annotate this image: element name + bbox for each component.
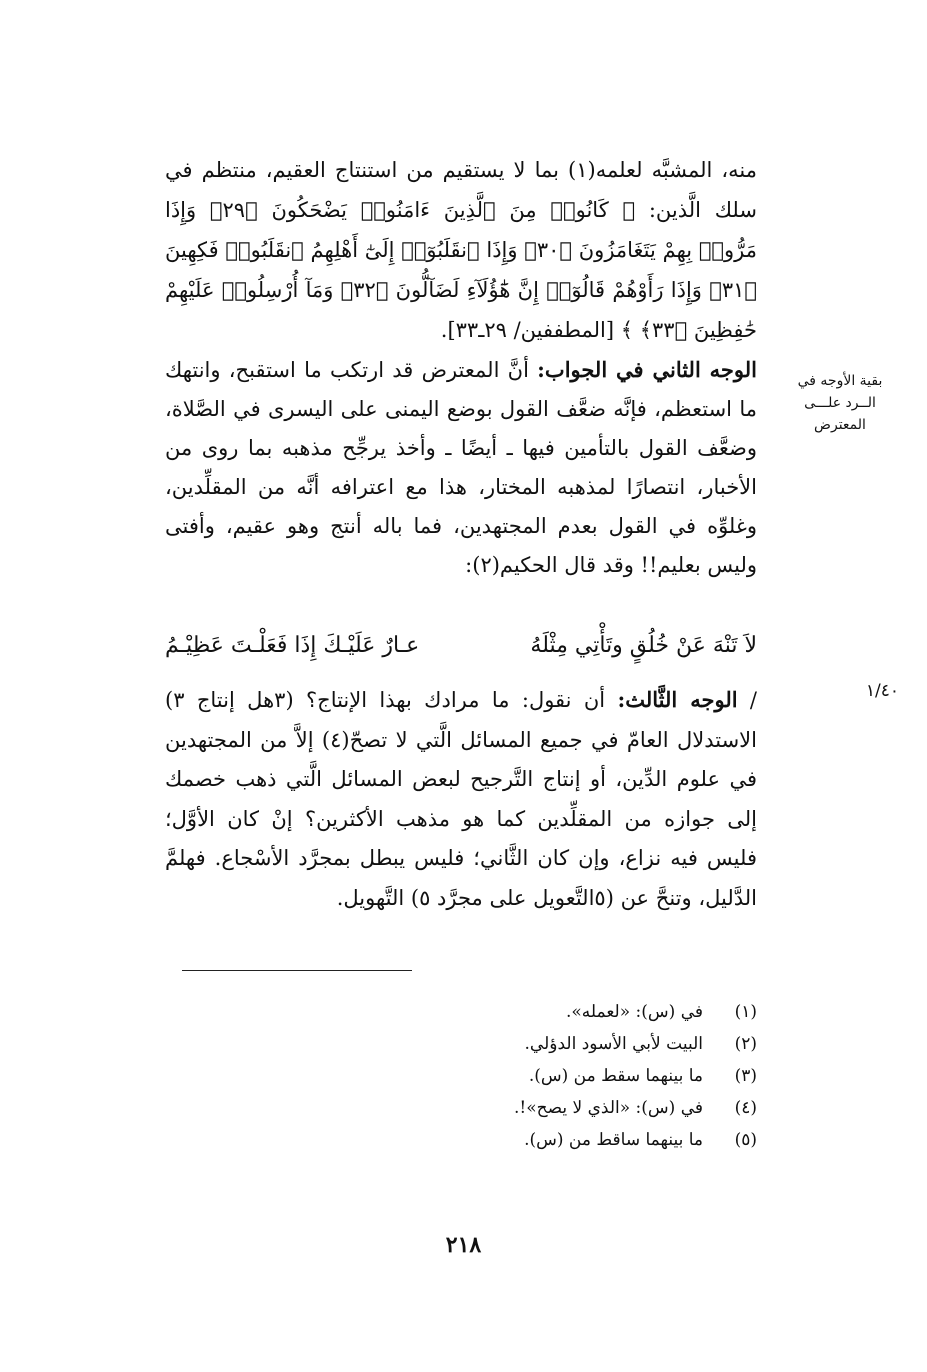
paragraph-quran-citation: منه، المشبَّه لعلمه(١) بما لا يستقيم من استنتاج العقيم، منتظم في سلك الَّذين: ﴿ كَانُوا۟ مِنَ ٱلَّذِينَ ءَامَنُوا۟ يَضْحَكُونَ ﴿٢٩﴾ وَإِذَا مَرُّوا۟ بِهِمْ يَتَغَامَزُونَ ﴿٣٠﴾ وَإِذَا ٱنقَلَبُوٓا۟ إِلَىٰٓ أَهْلِهِمُ ٱنقَلَبُوا۟ فَكِهِينَ ﴿٣١﴾ وَإِذَا رَأَوْهُمْ قَالُوٓا۟ إِنَّ هَٰٓؤُلَآءِ لَضَآلُّونَ ﴿٣٢﴾ وَمَآ أُرْسِلُوا۟ عَلَيْهِمْ حَٰفِظِينَ ﴿٣٣﴾ ﴾ [المطففين/ ٢٩ـ٣٣]. — [165, 158, 758, 342]
paragraph-third-aspect — [165, 680, 757, 918]
footnote-text: ما بينهما ساقط من (س). — [524, 1130, 703, 1150]
footnote-separator — [182, 970, 412, 971]
footnote-item — [165, 996, 757, 1028]
page-number: ٢١٨ — [445, 1232, 482, 1258]
footnote-item — [165, 1060, 757, 1092]
footnote-number: (٤) — [734, 1098, 757, 1118]
footnote-text: في (س): «الذي لا يصح»!. — [514, 1098, 703, 1118]
footnote-text: في (س): «لعمله». — [565, 1002, 703, 1022]
footnote-number: (١) — [734, 1002, 757, 1022]
poetry-verse — [165, 626, 757, 666]
second-aspect-heading: الوجه الثاني في الجواب: — [537, 357, 757, 382]
footnote-item — [165, 1028, 757, 1060]
verse-first-hemistich: لاَ تَنْهَ عَنْ خُلُقٍ وتَأْتِي مِثْلَهُ — [530, 633, 757, 658]
manuscript-folio-reference: ١/٤٠ — [865, 681, 899, 701]
footnote-item — [165, 1092, 757, 1124]
footnote-number: (٢) — [734, 1034, 757, 1054]
footnotes-list — [165, 996, 757, 1156]
footnote-number: (٥) — [734, 1130, 757, 1150]
footnote-text: ما بينهما سقط من (س). — [528, 1066, 703, 1086]
third-aspect-text: أن نقول: ما مرادك بهذا الإنتاج؟ (٣هل إنتاج ٣) الاستدلال العامّ في جميع المسائل الَّتي لا تصحّ(٤) إلاَّ من المجتهدين في علوم الدِّين، أو إنتاج التَّرجيح لبعض المسائل الَّتي ذهب خصمك إلى جوازه من المقلِّدين كما هو مذهب الأكثرين؟ إنْ كان الأوَّل؛ فليس فيه نزاع، وإن كان الثَّاني؛ فليس يبطل بمجرَّد الأسْجاع. فهلمَّ الدَّليل، وتنحَّ عن (٥التَّعويل على مجرَّد ٥) التَّهويل. — [165, 688, 757, 910]
folio-break-marker: / — [737, 688, 757, 712]
verse-second-hemistich: عـارٌ عَلَيْـكَ إِذَا فَعَلْـتَ عَظِيْـمُ — [165, 633, 420, 658]
footnote-text: البيت لأبي الأسود الدؤلي. — [524, 1034, 703, 1054]
second-aspect-text: أنَّ المعترض قد ارتكب ما استقبح، وانتهك ما استعظم، فإنَّه ضعَّف القول بوضع اليمنى على اليسرى في الصَّلاة، وضعَّف القول بالتأمين فيها ـ أيضًا ـ وأخذ يرجِّح مذهبه بما روى من الأخبار، انتصارًا لمذهبه المختار، هذا مع اعترافه أنَّه من المقلِّدين، وغلوِّه في القول بعدم المجتهدين، فما باله أنتج وهو عقيم، وأفتى وليس بعليم!! وقد قال الحكيم(٢): — [165, 358, 757, 577]
paragraph-second-aspect — [165, 350, 757, 585]
footnote-number: (٣) — [734, 1066, 757, 1086]
footnote-item — [165, 1124, 757, 1156]
third-aspect-heading: الوجه الثَّالث: — [617, 687, 738, 712]
margin-note: بقية الأوجه في الــرد علـــى المعترض — [797, 373, 883, 433]
